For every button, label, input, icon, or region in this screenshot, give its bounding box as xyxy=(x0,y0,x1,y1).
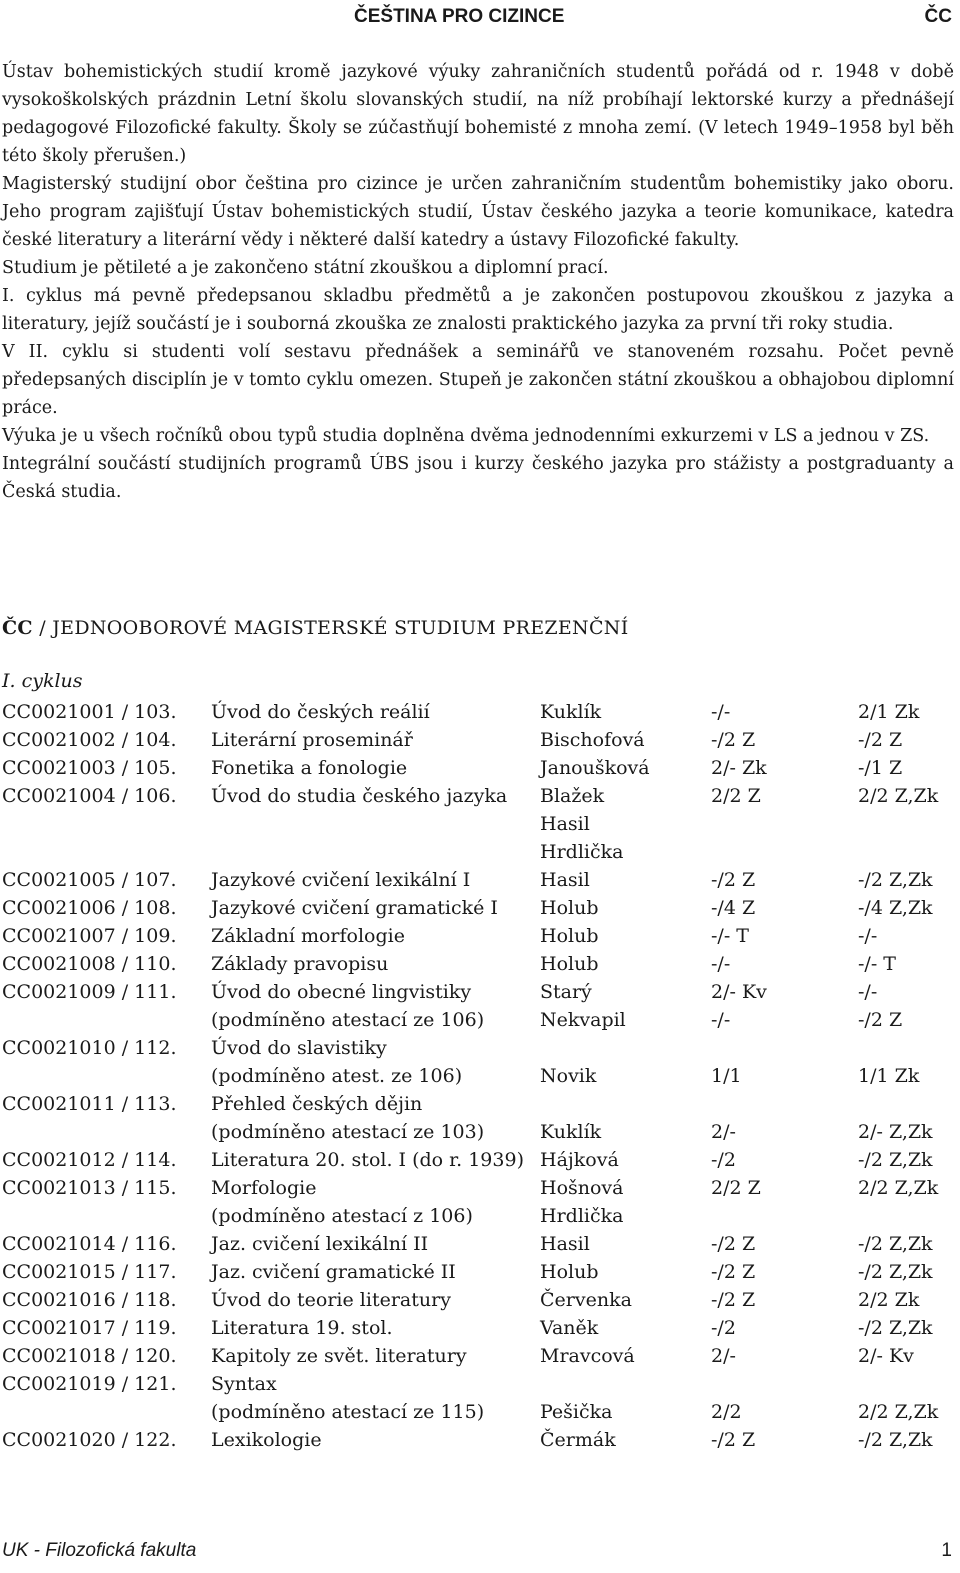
page-code: ČC xyxy=(924,6,952,27)
table-row xyxy=(2,1314,958,1342)
course-hours-ws: -/2 Z xyxy=(711,1289,756,1311)
intro-paragraph: V II. cyklu si studenti volí sestavu přednášek a seminářů ve stanoveném rozsahu. Počet pevně předepsaných disciplín je v tomto cyklu omezen. Stupeň je zakončen státní zkouškou a obhajobou diplomní práce. xyxy=(2,342,954,418)
table-row xyxy=(2,866,958,894)
course-code: CC0021018 / 120. xyxy=(2,1345,177,1367)
intro-paragraph: I. cyklus má pevně předepsanou skladbu předmětů a je zakončen postupovou zkouškou z jazyka a literatury, jejíž součástí je i souborná zkouška ze znalosti praktického jazyka za první tři roky studia. xyxy=(2,286,954,334)
course-name: (podmíněno atestací ze 103) xyxy=(211,1121,485,1143)
section-title-text: / JEDNOOBOROVÉ MAGISTERSKÉ STUDIUM PREZENČNÍ xyxy=(32,617,629,639)
course-hours-ss: -/2 Z,Zk xyxy=(858,1317,933,1339)
course-hours-ss: -/1 Z xyxy=(858,757,903,779)
intro-paragraph: Studium je pětileté a je zakončeno státní zkouškou a diplomní prací. xyxy=(2,258,609,278)
page-number: 1 xyxy=(941,1540,952,1561)
course-name: Jaz. cvičení gramatické II xyxy=(211,1261,456,1283)
course-name: Syntax xyxy=(211,1373,277,1395)
course-name: Lexikologie xyxy=(211,1429,322,1451)
course-hours-ws: 2/2 Z xyxy=(711,1177,761,1199)
course-name: Literatura 20. stol. I (do r. 1939) xyxy=(211,1149,524,1171)
intro-text xyxy=(2,58,954,506)
course-hours-ws: 2/- Kv xyxy=(711,981,767,1003)
course-hours-ws: -/2 xyxy=(711,1149,736,1171)
course-code: CC0021003 / 105. xyxy=(2,757,177,779)
course-name: Úvod do českých reálií xyxy=(211,701,430,723)
course-hours-ss: -/- xyxy=(858,925,878,947)
course-hours-ss: 2/- Kv xyxy=(858,1345,914,1367)
course-teacher: Hasil xyxy=(540,1233,590,1255)
course-hours-ss: 1/1 Zk xyxy=(858,1065,920,1087)
course-hours-ss: -/2 Z,Zk xyxy=(858,1429,933,1451)
course-code: CC0021015 / 117. xyxy=(2,1261,177,1283)
course-name: Přehled českých dějin xyxy=(211,1093,423,1115)
table-row xyxy=(2,978,958,1006)
course-code: CC0021004 / 106. xyxy=(2,785,177,807)
page-header xyxy=(0,6,960,28)
intro-paragraph: Ústav bohemistických studií kromě jazykové výuky zahraničních studentů pořádá od r. 1948 v době vysokoškolských prázdnin Letní školu slovanských studií, na níž probíhají lektorské kurzy a přednášejí pedagogové Filozofické fakulty. Školy se zúčastňují bohemisté z mnoha zemí. (V letech 1949–1958 byl běh této školy přerušen.) xyxy=(2,62,954,166)
course-hours-ss: -/2 Z xyxy=(858,729,903,751)
table-row xyxy=(2,754,958,782)
course-hours-ss: -/- T xyxy=(858,953,896,975)
course-hours-ss: -/- xyxy=(858,981,878,1003)
course-code: CC0021012 / 114. xyxy=(2,1149,177,1171)
course-teacher: Holub xyxy=(540,1261,599,1283)
table-row xyxy=(2,894,958,922)
course-teacher: Hasil xyxy=(540,813,590,835)
course-teacher: Holub xyxy=(540,897,599,919)
course-code: CC0021005 / 107. xyxy=(2,869,177,891)
page-title: ČEŠTINA PRO CIZINCE xyxy=(354,6,565,27)
course-teacher: Hošnová xyxy=(540,1177,624,1199)
page-footer xyxy=(2,1540,958,1562)
course-hours-ss: 2/1 Zk xyxy=(858,701,920,723)
course-hours-ws: -/2 Z xyxy=(711,1233,756,1255)
course-hours-ss: 2/2 Zk xyxy=(858,1289,920,1311)
course-hours-ws: -/2 Z xyxy=(711,1429,756,1451)
course-name: Fonetika a fonologie xyxy=(211,757,408,779)
course-name: Literární proseminář xyxy=(211,729,413,751)
table-row xyxy=(2,922,958,950)
course-hours-ws: 2/- xyxy=(711,1345,736,1367)
section-code: ČC xyxy=(2,617,33,639)
course-name: Jaz. cvičení lexikální II xyxy=(211,1233,429,1255)
course-name: Úvod do obecné lingvistiky xyxy=(211,981,472,1003)
footer-text: UK - Filozofická fakulta xyxy=(2,1540,197,1561)
course-teacher: Červenka xyxy=(540,1289,632,1311)
course-hours-ws: 2/- Zk xyxy=(711,757,767,779)
course-hours-ws: -/4 Z xyxy=(711,897,756,919)
course-hours-ws: 1/1 xyxy=(711,1065,742,1087)
course-name: Jazykové cvičení lexikální I xyxy=(211,869,471,891)
course-code: CC0021009 / 111. xyxy=(2,981,177,1003)
course-teacher: Mravcová xyxy=(540,1345,635,1367)
course-hours-ss: 2/2 Z,Zk xyxy=(858,1401,939,1423)
table-row xyxy=(2,1202,958,1230)
course-hours-ss: -/2 Z,Zk xyxy=(858,1149,933,1171)
course-hours-ws: -/2 Z xyxy=(711,1261,756,1283)
course-code: CC0021019 / 121. xyxy=(2,1373,177,1395)
course-teacher: Janoušková xyxy=(540,757,650,779)
table-row xyxy=(2,838,958,866)
course-name: Úvod do studia českého jazyka xyxy=(211,785,508,807)
cycle-heading: I. cyklus xyxy=(2,670,83,692)
course-hours-ws: -/2 Z xyxy=(711,729,756,751)
course-name: Základy pravopisu xyxy=(211,953,389,975)
course-teacher: Novik xyxy=(540,1065,597,1087)
course-teacher: Kuklík xyxy=(540,1121,602,1143)
course-hours-ss: -/2 Z xyxy=(858,1009,903,1031)
course-hours-ws: 2/2 Z xyxy=(711,785,761,807)
table-row xyxy=(2,1034,958,1062)
course-name: (podmíněno atestací ze 106) xyxy=(211,1009,485,1031)
course-teacher: Vaněk xyxy=(540,1317,599,1339)
course-code: CC0021001 / 103. xyxy=(2,701,177,723)
course-name: (podmíněno atestací ze 115) xyxy=(211,1401,485,1423)
course-code: CC0021020 / 122. xyxy=(2,1429,177,1451)
course-teacher: Holub xyxy=(540,925,599,947)
course-name: Úvod do teorie literatury xyxy=(211,1289,451,1311)
table-row xyxy=(2,726,958,754)
course-code: CC0021002 / 104. xyxy=(2,729,177,751)
intro-paragraph: Magisterský studijní obor čeština pro cizince je určen zahraničním studentům bohemistiky jako oboru. Jeho program zajišťují Ústav bohemistických studií, Ústav českého jazyka a teorie komunikace, katedra české literatury a literární vědy i některé další katedry a ústavy Filozofické fakulty. xyxy=(2,174,954,250)
course-hours-ws: 2/2 xyxy=(711,1401,742,1423)
course-teacher: Bischofová xyxy=(540,729,645,751)
course-teacher: Holub xyxy=(540,953,599,975)
section-heading xyxy=(2,617,629,639)
table-row xyxy=(2,1286,958,1314)
course-hours-ss: -/2 Z,Zk xyxy=(858,1233,933,1255)
course-code: CC0021008 / 110. xyxy=(2,953,177,975)
table-row xyxy=(2,1398,958,1426)
course-hours-ss: 2/2 Z,Zk xyxy=(858,785,939,807)
table-row xyxy=(2,810,958,838)
intro-paragraph: Integrální součástí studijních programů ÚBS jsou i kurzy českého jazyka pro stážisty a postgraduanty a Česká studia. xyxy=(2,454,954,502)
course-name: Kapitoly ze svět. literatury xyxy=(211,1345,467,1367)
table-row xyxy=(2,1062,958,1090)
course-hours-ws: -/- xyxy=(711,701,731,723)
course-hours-ws: -/- T xyxy=(711,925,749,947)
course-teacher: Kuklík xyxy=(540,701,602,723)
course-teacher: Hájková xyxy=(540,1149,619,1171)
course-teacher: Starý xyxy=(540,981,592,1003)
course-teacher: Hrdlička xyxy=(540,841,624,863)
course-teacher: Hasil xyxy=(540,869,590,891)
course-teacher: Blažek xyxy=(540,785,605,807)
course-name: (podmíněno atest. ze 106) xyxy=(211,1065,463,1087)
table-row xyxy=(2,1090,958,1118)
course-code: CC0021006 / 108. xyxy=(2,897,177,919)
course-teacher: Čermák xyxy=(540,1429,616,1451)
course-hours-ss: -/4 Z,Zk xyxy=(858,897,933,919)
course-table xyxy=(2,698,958,1454)
course-teacher: Pešička xyxy=(540,1401,613,1423)
table-row xyxy=(2,1370,958,1398)
table-row xyxy=(2,1230,958,1258)
course-hours-ws: 2/- xyxy=(711,1121,736,1143)
table-row xyxy=(2,1118,958,1146)
course-hours-ss: -/2 Z,Zk xyxy=(858,869,933,891)
course-code: CC0021011 / 113. xyxy=(2,1093,177,1115)
table-row xyxy=(2,1146,958,1174)
course-name: Základní morfologie xyxy=(211,925,405,947)
course-code: CC0021013 / 115. xyxy=(2,1177,177,1199)
course-code: CC0021014 / 116. xyxy=(2,1233,177,1255)
course-name: Úvod do slavistiky xyxy=(211,1037,387,1059)
course-code: CC0021007 / 109. xyxy=(2,925,177,947)
course-hours-ss: -/2 Z,Zk xyxy=(858,1261,933,1283)
table-row xyxy=(2,782,958,810)
intro-paragraph: Výuka je u všech ročníků obou typů studia doplněna dvěma jednodenními exkurzemi v LS a jednou v ZS. xyxy=(2,426,930,446)
table-row xyxy=(2,698,958,726)
course-code: CC0021016 / 118. xyxy=(2,1289,177,1311)
table-row xyxy=(2,1258,958,1286)
course-name: Jazykové cvičení gramatické I xyxy=(211,897,498,919)
course-hours-ws: -/- xyxy=(711,953,731,975)
course-code: CC0021010 / 112. xyxy=(2,1037,177,1059)
course-hours-ws: -/- xyxy=(711,1009,731,1031)
table-row xyxy=(2,1006,958,1034)
course-teacher: Hrdlička xyxy=(540,1205,624,1227)
table-row xyxy=(2,950,958,978)
course-hours-ws: -/2 Z xyxy=(711,869,756,891)
table-row xyxy=(2,1426,958,1454)
course-code: CC0021017 / 119. xyxy=(2,1317,177,1339)
course-hours-ss: 2/2 Z,Zk xyxy=(858,1177,939,1199)
table-row xyxy=(2,1174,958,1202)
course-teacher: Nekvapil xyxy=(540,1009,626,1031)
course-hours-ss: 2/- Z,Zk xyxy=(858,1121,933,1143)
course-name: (podmíněno atestací z 106) xyxy=(211,1205,473,1227)
course-name: Literatura 19. stol. xyxy=(211,1317,393,1339)
course-name: Morfologie xyxy=(211,1177,317,1199)
course-hours-ws: -/2 xyxy=(711,1317,736,1339)
table-row xyxy=(2,1342,958,1370)
